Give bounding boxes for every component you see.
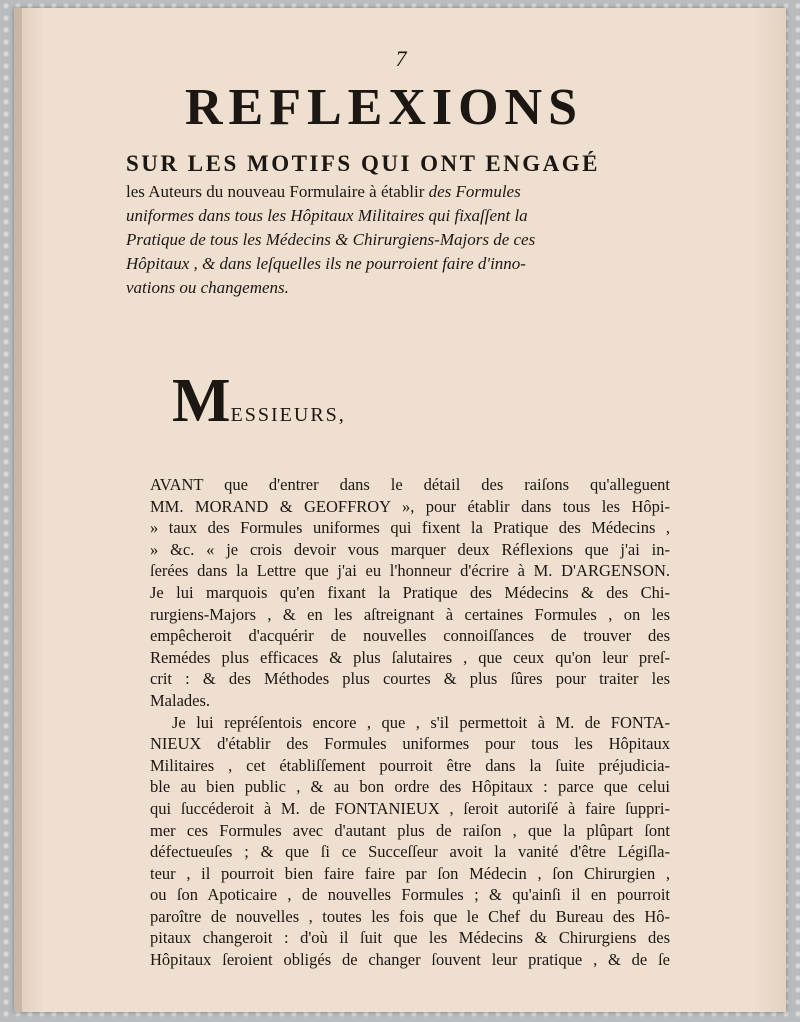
body-line: Je lui repréſentois encore , que , s'il permettoit à M. de FONTA-: [172, 712, 670, 732]
body-line: Hôpitaux ſeroient obligés de changer ſouvent leur pratique , & de ſe: [150, 950, 670, 970]
body-text: [150, 474, 670, 971]
body-line: mer ces Formules avec d'autant plus de raiſon , que la plûpart ſont: [150, 820, 670, 840]
subtitle-line: les Auteurs du nouveau Formulaire à établir des Formules: [126, 182, 521, 201]
page-spine-shadow: [14, 8, 22, 1012]
salutation: [172, 366, 346, 437]
body-line: Militaires , cet établiſſement pourroit être dans la ſuite préjudicia-: [150, 755, 670, 775]
body-line: NIEUX d'établir des Formules uniformes pour tous les Hôpitaux: [150, 734, 670, 754]
body-line: Je lui marquois qu'en fixant la Pratique des Médecins & des Chi-: [150, 582, 670, 602]
body-line: rurgiens-Majors , & en les aſtreignant à certaines Formules , on les: [150, 604, 670, 624]
page-number: 7: [395, 46, 407, 71]
body-line: crit : & des Méthodes plus courtes & plus ſûres pour traiter les: [150, 669, 670, 689]
body-line: MM. MORAND & GEOFFROY », pour établir dans tous les Hôpi-: [150, 496, 670, 516]
body-line: teur , il pourroit bien faire faire par ſon Médecin , ſon Chirurgien ,: [150, 863, 670, 883]
body-line: empêcheroit d'acquérir de nouvelles connoiſſances de trouver des: [150, 626, 670, 646]
subtitle-heading: SUR LES MOTIFS QUI ONT ENGAGÉ: [126, 151, 601, 176]
body-line: pitaux changeroit : d'où il ſuit que les Médecins & Chirurgiens des: [150, 928, 670, 948]
body-line: ble au bien public , & au bon ordre des Hôpitaux : parce que celui: [150, 777, 670, 797]
body-line: paroître de nouvelles , toutes les fois que le Chef du Bureau des Hô-: [150, 906, 670, 926]
body-line: défectueuſes ; & que ſi ce Succeſſeur avoit la vanité d'être Légiſla-: [150, 842, 670, 862]
body-line: » &c. « je crois devoir vous marquer deux Réflexions que j'ai in-: [150, 539, 670, 559]
body-line: AVANT que d'entrer dans le détail des raiſons qu'alleguent: [150, 475, 670, 494]
subtitle-line: Pratique de tous les Médecins & Chirurgiens-Majors de ces: [126, 230, 536, 249]
subtitle-line: uniformes dans tous les Hôpitaux Militaires qui fixaſſent la: [126, 206, 528, 225]
subtitle-line: Hôpitaux , & dans leſquelles ils ne pourroient faire d'inno-: [126, 254, 526, 273]
subtitle-line: vations ou changemens.: [126, 278, 289, 297]
page-title: REFLEXIONS: [184, 79, 584, 136]
body-line: ou ſon Apoticaire , de nouvelles Formules ; & qu'ainſi il en pourroit: [150, 885, 670, 905]
body-line: ſerées dans la Lettre que j'ai eu l'honneur d'écrire à M. D'ARGENSON.: [150, 561, 670, 581]
body-line: » taux des Formules uniformes qui fixent la Pratique des Médecins ,: [150, 518, 670, 538]
salutation-rest: ESSIEURS,: [230, 404, 346, 426]
body-line: Malades.: [150, 690, 211, 710]
body-line: qui ſuccéderoit à M. de FONTANIEUX , ſeroit autoriſé à faire ſuppri-: [150, 798, 670, 818]
document-page: [14, 8, 786, 1012]
drop-cap: M: [172, 367, 231, 435]
body-line: Remédes plus efficaces & plus ſalutaires , que ceux qu'on leur preſ-: [150, 647, 670, 667]
subtitle-block: [126, 180, 656, 300]
